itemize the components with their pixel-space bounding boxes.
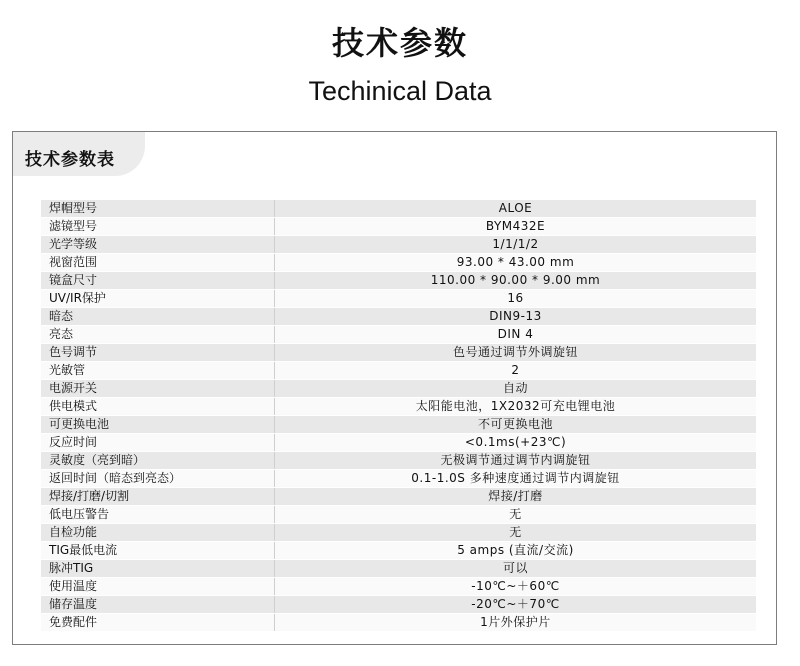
table-row [41, 308, 756, 326]
spec-table-body [41, 200, 756, 632]
spec-value: 不可更换电池 [275, 416, 757, 434]
table-row [41, 614, 756, 632]
table-row [41, 290, 756, 308]
spec-panel-tab-label: 技术参数表 [25, 150, 115, 170]
spec-value: -10℃~＋60℃ [275, 578, 757, 596]
table-row [41, 326, 756, 344]
spec-value: DIN9-13 [275, 308, 757, 326]
table-row [41, 272, 756, 290]
spec-value: 可以 [275, 560, 757, 578]
spec-value: 110.00 * 90.00 * 9.00 mm [275, 272, 757, 290]
table-row [41, 506, 756, 524]
spec-label: 亮态 [41, 326, 275, 344]
table-row [41, 236, 756, 254]
spec-label: UV/IR保护 [41, 290, 275, 308]
table-row [41, 200, 756, 218]
spec-value: ALOE [275, 200, 757, 218]
spec-value: DIN 4 [275, 326, 757, 344]
spec-label: 自检功能 [41, 524, 275, 542]
table-row [41, 362, 756, 380]
spec-label: 储存温度 [41, 596, 275, 614]
table-row [41, 470, 756, 488]
spec-label: 低电压警告 [41, 506, 275, 524]
spec-label: 镜盒尺寸 [41, 272, 275, 290]
spec-label: 电源开关 [41, 380, 275, 398]
table-row [41, 254, 756, 272]
page-subtitle: Techinical Data [308, 76, 492, 106]
spec-label: 灵敏度（亮到暗） [41, 452, 275, 470]
table-row [41, 524, 756, 542]
spec-value: 自动 [275, 380, 757, 398]
spec-table [41, 200, 756, 632]
spec-label: TIG最低电流 [41, 542, 275, 560]
spec-label: 光学等级 [41, 236, 275, 254]
table-row [41, 344, 756, 362]
table-row [41, 218, 756, 236]
spec-label: 供电模式 [41, 398, 275, 416]
table-row [41, 560, 756, 578]
spec-value: -20℃~＋70℃ [275, 596, 757, 614]
spec-label: 暗态 [41, 308, 275, 326]
table-row [41, 398, 756, 416]
spec-value: 5 amps (直流/交流) [275, 542, 757, 560]
spec-label: 可更换电池 [41, 416, 275, 434]
spec-label: 焊帽型号 [41, 200, 275, 218]
table-row [41, 488, 756, 506]
table-row [41, 416, 756, 434]
spec-value: 1/1/1/2 [275, 236, 757, 254]
spec-value: 焊接/打磨 [275, 488, 757, 506]
spec-label: 脉冲TIG [41, 560, 275, 578]
spec-value: 2 [275, 362, 757, 380]
table-row [41, 380, 756, 398]
table-row [41, 542, 756, 560]
spec-value: 0.1-1.0S 多种速度通过调节内调旋钮 [275, 470, 757, 488]
table-row [41, 596, 756, 614]
spec-value: <0.1ms(+23℃) [275, 434, 757, 452]
spec-label: 焊接/打磨/切割 [41, 488, 275, 506]
spec-value: 无 [275, 524, 757, 542]
spec-label: 免费配件 [41, 614, 275, 632]
spec-label: 滤镜型号 [41, 218, 275, 236]
spec-label: 色号调节 [41, 344, 275, 362]
spec-label: 反应时间 [41, 434, 275, 452]
spec-value: 色号通过调节外调旋钮 [275, 344, 757, 362]
spec-label: 返回时间（暗态到亮态） [41, 470, 275, 488]
spec-label: 视窗范围 [41, 254, 275, 272]
table-row [41, 452, 756, 470]
spec-value: 无 [275, 506, 757, 524]
spec-value: BYM432E [275, 218, 757, 236]
spec-value: 93.00 * 43.00 mm [275, 254, 757, 272]
spec-value: 16 [275, 290, 757, 308]
spec-value: 无极调节通过调节内调旋钮 [275, 452, 757, 470]
page-title: 技术参数 [331, 24, 468, 62]
spec-label: 使用温度 [41, 578, 275, 596]
spec-label: 光敏管 [41, 362, 275, 380]
spec-value: 太阳能电池，1X2032可充电锂电池 [275, 398, 757, 416]
spec-panel [12, 131, 777, 645]
table-row [41, 578, 756, 596]
spec-panel-tab [13, 132, 145, 176]
spec-value: 1片外保护片 [275, 614, 757, 632]
table-row [41, 434, 756, 452]
